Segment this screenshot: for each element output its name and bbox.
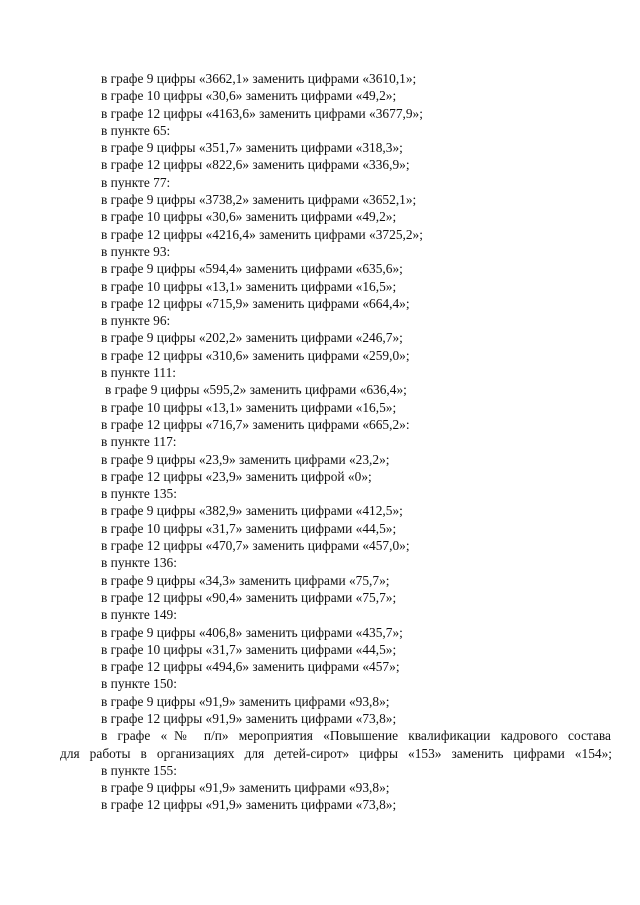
text-line: в графе 9 цифры «34,3» заменить цифрами «75,7»; xyxy=(101,572,390,588)
text-line: в графе 9 цифры «202,2» заменить цифрами «246,7»; xyxy=(101,330,403,346)
text-line: в графе 12 цифры «494,6» заменить цифрами «457»; xyxy=(101,659,400,675)
document-body xyxy=(0,70,640,814)
section-heading: в пункте 155: xyxy=(101,762,177,778)
section-heading: в пункте 136: xyxy=(101,555,177,571)
section-heading: в пункте 96: xyxy=(101,313,171,329)
text-line: в графе 9 цифры «3738,2» заменить цифрами «3652,1»; xyxy=(101,192,417,208)
text-line: в графе 12 цифры «23,9» заменить цифрой «0»; xyxy=(101,468,372,484)
text-line: в графе 12 цифры «470,7» заменить цифрами «457,0»; xyxy=(101,538,410,554)
section-heading: в пункте 117: xyxy=(101,434,177,450)
text-line: в графе 10 цифры «30,6» заменить цифрами «49,2»; xyxy=(101,209,397,225)
text-line: в графе 12 цифры «310,6» заменить цифрами «259,0»; xyxy=(101,347,410,363)
text-line: в графе 12 цифры «91,9» заменить цифрами «73,8»; xyxy=(101,797,397,813)
text-line: в графе 9 цифры «3662,1» заменить цифрами «3610,1»; xyxy=(101,71,417,86)
text-line: в графе 9 цифры «351,7» заменить цифрами «318,3»; xyxy=(101,140,403,156)
text-line: в графе 12 цифры «716,7» заменить цифрами «665,2»: xyxy=(101,416,410,432)
text-line: в графе 9 цифры «406,8» заменить цифрами «435,7»; xyxy=(101,624,403,640)
section-heading: в пункте 111: xyxy=(101,365,176,381)
section-heading: в пункте 150: xyxy=(101,676,177,692)
paragraph-line: для работы в организациях для детей-сирот» цифры «153» заменить цифрами «154»; xyxy=(60,745,612,761)
text-line: в графе 10 цифры «13,1» заменить цифрами «16,5»; xyxy=(101,399,397,415)
text-line: в графе 9 цифры «382,9» заменить цифрами «412,5»; xyxy=(101,503,403,519)
text-line: в графе 12 цифры «91,9» заменить цифрами «73,8»; xyxy=(101,710,397,726)
text-line: в графе 12 цифры «90,4» заменить цифрами «75,7»; xyxy=(101,589,397,605)
text-line: в графе 9 цифры «23,9» заменить цифрами «23,2»; xyxy=(101,451,390,467)
text-line: в графе 9 цифры «91,9» заменить цифрами «93,8»; xyxy=(101,780,390,796)
text-line: в графе 9 цифры «594,4» заменить цифрами «635,6»; xyxy=(101,261,403,277)
text-line: в графе 10 цифры «31,7» заменить цифрами «44,5»; xyxy=(101,520,397,536)
section-heading: в пункте 77: xyxy=(101,174,171,190)
text-line: в графе 9 цифры «595,2» заменить цифрами «636,4»; xyxy=(105,382,407,398)
text-line: в графе 12 цифры «4216,4» заменить цифрами «3725,2»; xyxy=(101,226,423,242)
paragraph-line: в графе «№ п/п» мероприятия «Повышение квалификации кадрового состава xyxy=(101,728,611,744)
section-heading: в пункте 135: xyxy=(101,486,177,502)
text-line: в графе 12 цифры «4163,6» заменить цифрами «3677,9»; xyxy=(101,105,423,121)
section-heading: в пункте 149: xyxy=(101,607,177,623)
text-line: в графе 10 цифры «31,7» заменить цифрами «44,5»; xyxy=(101,641,397,657)
section-heading: в пункте 93: xyxy=(101,243,171,259)
text-line: в графе 9 цифры «91,9» заменить цифрами «93,8»; xyxy=(101,693,390,709)
text-line: в графе 12 цифры «822,6» заменить цифрами «336,9»; xyxy=(101,157,410,173)
text-line: в графе 12 цифры «715,9» заменить цифрами «664,4»; xyxy=(101,295,410,311)
section-heading: в пункте 65: xyxy=(101,122,171,138)
text-line: в графе 10 цифры «13,1» заменить цифрами «16,5»; xyxy=(101,278,397,294)
text-line: в графе 10 цифры «30,6» заменить цифрами «49,2»; xyxy=(101,88,397,104)
